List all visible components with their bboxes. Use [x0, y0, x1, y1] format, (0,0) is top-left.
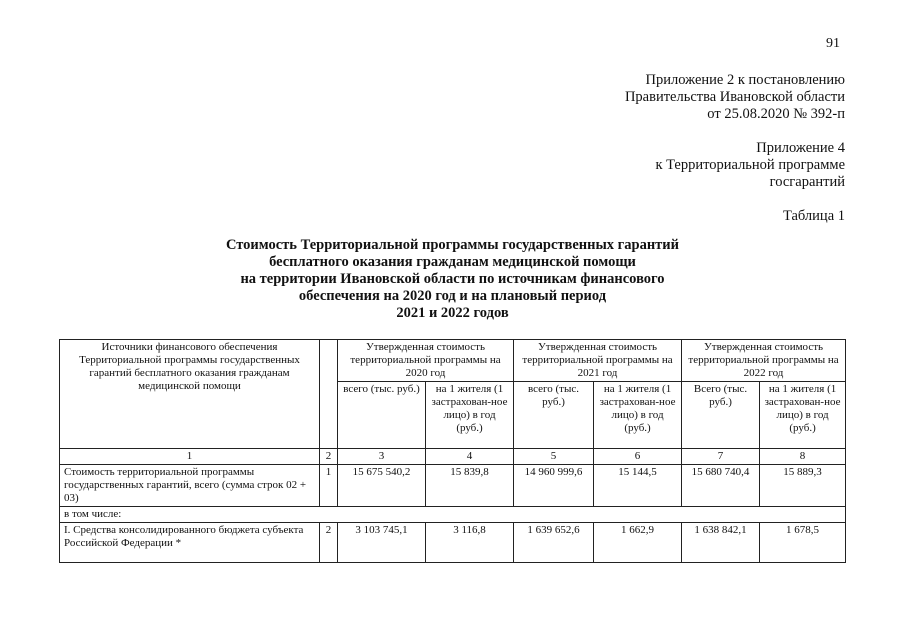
appendix-2-note: [625, 72, 845, 123]
document-title: [180, 237, 725, 322]
source-header: Источники финансового обеспечения Территориальной программы государственных гарантий бесплатного оказания гражданам медицинской помощи: [60, 340, 320, 449]
subheader-2020-total: всего (тыс. руб.): [338, 382, 426, 449]
value-2022-total: 15 680 740,4: [682, 465, 760, 507]
table-row: [60, 523, 846, 563]
including-row: [60, 507, 846, 523]
appendix-4-line-3: госгарантий: [769, 174, 845, 190]
value-2021-per-capita: 1 662,9: [594, 523, 682, 563]
value-2021-per-capita: 15 144,5: [594, 465, 682, 507]
title-line-2: бесплатного оказания гражданам медицинской помощи: [269, 254, 636, 270]
value-2022-per-capita: 1 678,5: [760, 523, 846, 563]
col-number-8: 8: [760, 449, 846, 465]
value-2020-per-capita: 3 116,8: [426, 523, 514, 563]
col-number-2: 2: [320, 449, 338, 465]
appendix-2-line-2: Правительства Ивановской области: [624, 89, 845, 105]
year-2021-header: Утвержденная стоимость территориальной программы на 2021 год: [514, 340, 682, 382]
value-2021-total: 1 639 652,6: [514, 523, 594, 563]
appendix-4-note: [655, 140, 845, 191]
subheader-2020-per-capita: на 1 жителя (1 застрахован-ное лицо) в год (руб.): [426, 382, 514, 449]
subheader-2022-total: Всего (тыс. руб.): [682, 382, 760, 449]
cost-table: [59, 339, 846, 563]
subheader-2021-per-capita: на 1 жителя (1 застрахован-ное лицо) в год (руб.): [594, 382, 682, 449]
subheader-2021-total: всего (тыс. руб.): [514, 382, 594, 449]
appendix-4-line-1: Приложение 4: [756, 140, 845, 156]
table-label: Таблица 1: [782, 208, 845, 224]
column-number-row: [60, 449, 846, 465]
col-number-1: 1: [60, 449, 320, 465]
table-header-row: [60, 340, 846, 382]
col-number-6: 6: [594, 449, 682, 465]
year-2022-header: Утвержденная стоимость территориальной программы на 2022 год: [682, 340, 846, 382]
title-line-1: Стоимость Территориальной программы государственных гарантий: [225, 237, 680, 253]
appendix-2-line-1: Приложение 2 к постановлению: [645, 72, 845, 88]
year-2020-header: Утвержденная стоимость территориальной программы на 2020 год: [338, 340, 514, 382]
value-2021-total: 14 960 999,6: [514, 465, 594, 507]
line-number-header: [320, 340, 338, 449]
title-line-4: обеспечения на 2020 год и на плановый период: [298, 288, 607, 304]
row-line-number: 2: [320, 523, 338, 563]
appendix-4-line-2: к Территориальной программе: [655, 157, 845, 173]
appendix-2-line-3: от 25.08.2020 № 392-п: [707, 106, 845, 122]
title-line-5: 2021 и 2022 годов: [396, 305, 509, 321]
including-label: в том числе:: [60, 507, 846, 523]
col-number-7: 7: [682, 449, 760, 465]
value-2022-per-capita: 15 889,3: [760, 465, 846, 507]
page-number: 91: [826, 36, 840, 51]
table-row: [60, 465, 846, 507]
col-number-3: 3: [338, 449, 426, 465]
col-number-4: 4: [426, 449, 514, 465]
value-2020-per-capita: 15 839,8: [426, 465, 514, 507]
title-line-3: на территории Ивановской области по источникам финансового: [240, 271, 665, 287]
row-name: I. Средства консолидированного бюджета субъекта Российской Федерации *: [60, 523, 320, 563]
value-2022-total: 1 638 842,1: [682, 523, 760, 563]
value-2020-total: 3 103 745,1: [338, 523, 426, 563]
subheader-2022-per-capita: на 1 жителя (1 застрахован-ное лицо) в год (руб.): [760, 382, 846, 449]
value-2020-total: 15 675 540,2: [338, 465, 426, 507]
row-name: Стоимость территориальной программы государственных гарантий, всего (сумма строк 02 + 03): [60, 465, 320, 507]
row-line-number: 1: [320, 465, 338, 507]
col-number-5: 5: [514, 449, 594, 465]
